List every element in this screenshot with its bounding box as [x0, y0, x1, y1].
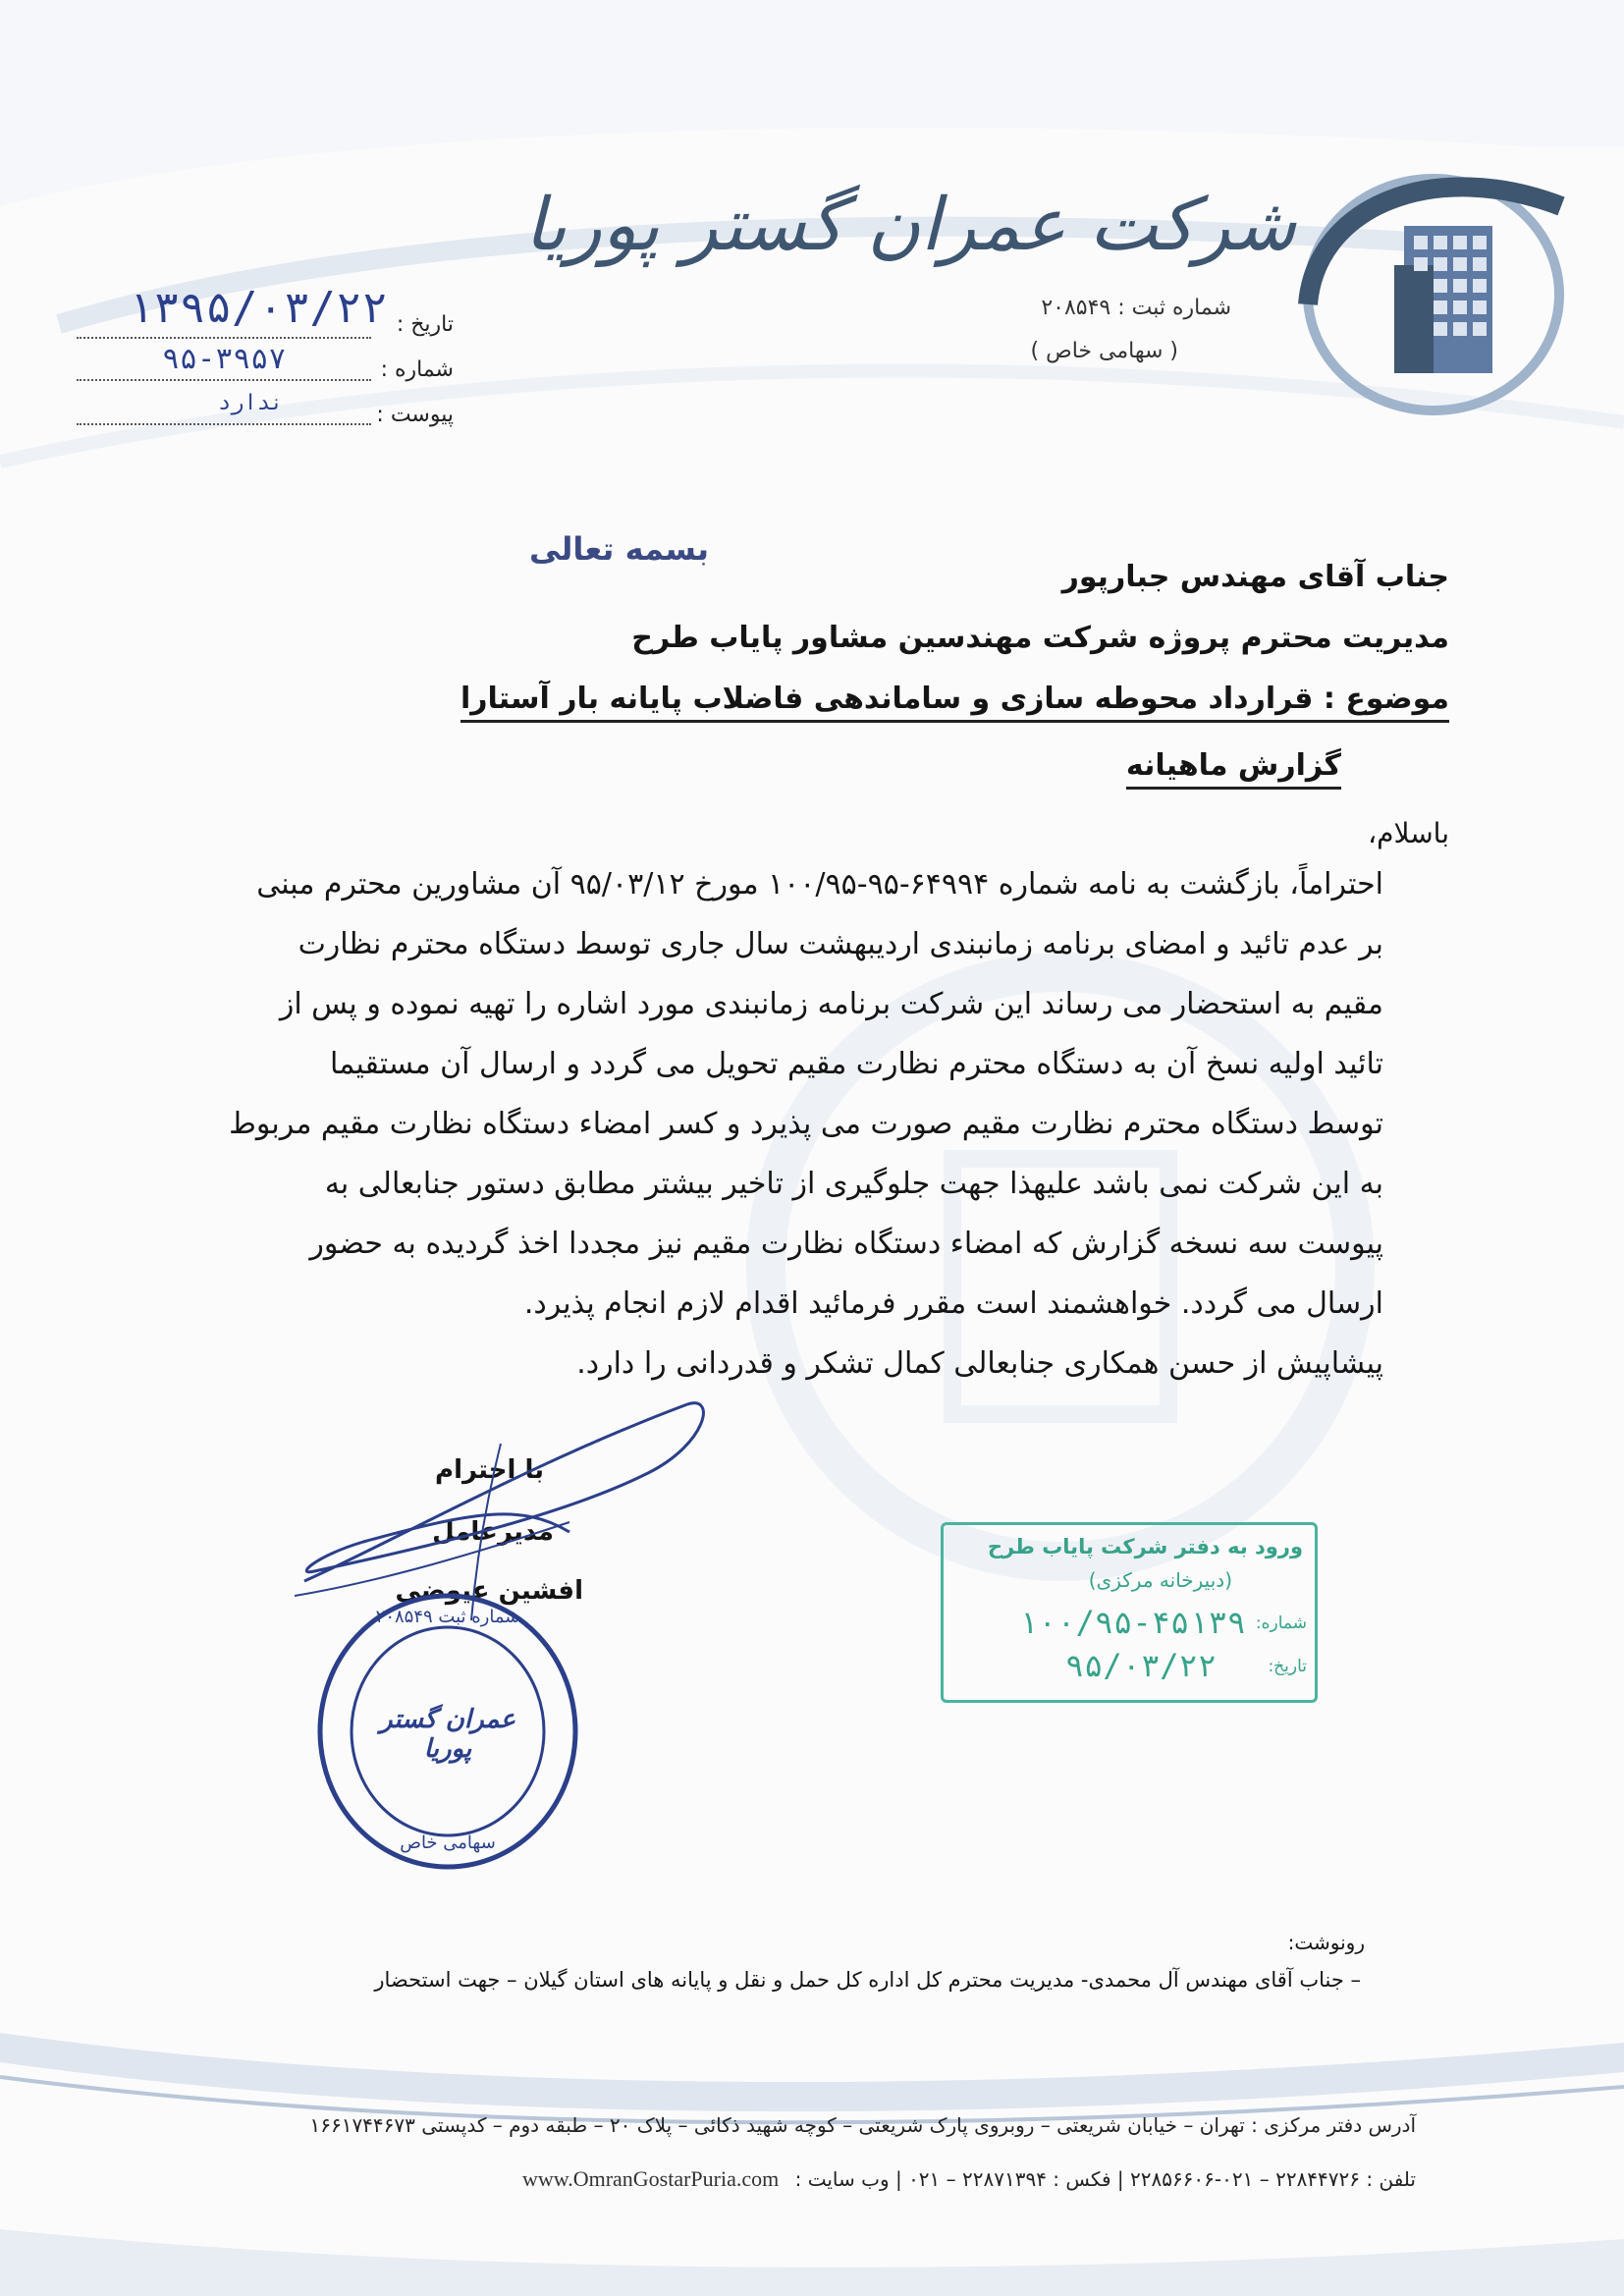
stamp-date-value: ۹۵/۰۳/۲۲	[1064, 1647, 1217, 1684]
company-type: ( سهامی خاص )	[1030, 339, 1178, 363]
footer-phone: تلفن : ۲۲۸۴۴۷۲۶ – ۰۲۱-۲۲۸۵۶۶۰۶ | فکس : ۲۲۸۷۱۳۹۴ – ۰۲۱ | وب سایت :	[794, 2167, 1416, 2191]
body-line: ارسال می گردد. خواهشمند است مقرر فرمائید اقدام لازم انجام پذیرد.	[523, 1286, 1383, 1321]
recipient-line-2: مدیریت محترم پروژه شرکت مهندسین مشاور پایاب طرح	[631, 621, 1449, 655]
footer-address: آدرس دفتر مرکزی : تهران – خیابان شریعتی – روبروی پارک شریعتی – کوچه شهید ذکائی – پلاک ۲۰ – طبقه دوم – کدپستی ۱۶۶۱۷۴۴۶۷۳	[309, 2113, 1416, 2137]
attachment-label: پیوست :	[376, 403, 454, 427]
footer-contact	[139, 2166, 1416, 2192]
registration-number: شماره ثبت : ۲۰۸۵۴۹	[1041, 296, 1231, 320]
number-label: شماره :	[380, 357, 454, 382]
receipt-stamp	[941, 1522, 1318, 1703]
attachment-value: ندارد	[218, 391, 284, 415]
number-value: ۹۵-۳۹۵۷	[162, 342, 287, 376]
body-line: پیوست سه نسخه گزارش که امضاء دستگاه نظارت مقیم نیز مجددا اخذ گردیده به حضور	[309, 1227, 1383, 1261]
date-value: ۱۳۹۵/۰۳/۲۲	[128, 283, 388, 333]
footer-website[interactable]: www.OmranGostarPuria.com	[521, 2166, 780, 2191]
stamp-date-label: تاریخ:	[1268, 1657, 1307, 1676]
seal-center-text: عمران گستر پوریا	[379, 1705, 516, 1764]
subject-line: موضوع : قرارداد محوطه سازی و ساماندهی فاضلاب پایانه بار آستارا	[460, 682, 1449, 723]
cc-line: – جناب آقای مهندس آل محمدی- مدیریت محترم کل اداره کل حمل و نقل و پایانه های استان گیلان – جهت استحضار	[374, 1968, 1361, 1992]
seal-top-text: شماره ثبت ۲۰۸۵۴۹	[375, 1607, 520, 1627]
body-line: توسط دستگاه محترم نظارت مقیم صورت می پذیرد و کسر امضاء دستگاه نظارت مقیم مربوط	[229, 1107, 1383, 1141]
letter-body	[225, 854, 1383, 1394]
report-title: گزارش ماهیانه	[1126, 748, 1341, 790]
date-label: تاریخ :	[396, 312, 454, 337]
closing: با احترام	[435, 1455, 544, 1485]
body-line: پیشاپیش از حسن همکاری جنابعالی کمال تشکر و قدردانی را دارد.	[576, 1346, 1383, 1381]
cc-label: رونوشت:	[1287, 1931, 1365, 1954]
company-seal	[310, 1589, 585, 1874]
signer-name: افشین عیوضی	[395, 1576, 583, 1606]
body-line: احتراماً، بازگشت به نامه شماره ۶۴۹۹۴-۹۵-۱۰۰/۹۵ مورخ ۹۵/۰۳/۱۲ آن مشاورین محترم مبنی	[256, 867, 1383, 902]
date-dotted-line	[77, 336, 371, 339]
stamp-subtitle: (دبیرخانه مرکزی)	[1088, 1568, 1232, 1592]
seal-bottom-text: سهامی خاص	[400, 1832, 496, 1853]
number-dotted-line	[77, 378, 371, 381]
stamp-number-label: شماره:	[1255, 1613, 1307, 1633]
basmala: بسمه تعالی	[528, 530, 709, 568]
company-logo	[1286, 137, 1581, 432]
greeting: باسلام،	[1368, 817, 1449, 849]
recipient-line-1: جناب آقای مهندس جبارپور	[1061, 560, 1449, 594]
stamp-number-value: ۱۰۰/۹۵-۴۵۱۳۹	[1018, 1604, 1246, 1641]
body-line: مقیم به استحضار می رساند این شرکت برنامه زمانبندی مورد اشاره را تهیه نموده و پس از	[279, 987, 1383, 1021]
stamp-title: ورود به دفتر شرکت پایاب طرح	[987, 1535, 1303, 1558]
body-line: به این شرکت نمی باشد علیهذا جهت جلوگیری از تاخیر بیشتر مطابق دستور جنابعالی به	[324, 1167, 1383, 1201]
body-line: بر عدم تائید و امضای برنامه زمانبندی اردیبهشت سال جاری توسط دستگاه محترم نظارت	[298, 927, 1383, 961]
company-name: شرکت عمران گستر پوریا	[523, 183, 1296, 267]
body-line: تائید اولیه نسخ آن به دستگاه محترم نظارت مقیم تحویل می گردد و ارسال آن مستقیما	[330, 1047, 1383, 1081]
attachment-dotted-line	[77, 422, 371, 425]
signer-title: مدیرعامل	[432, 1517, 554, 1547]
